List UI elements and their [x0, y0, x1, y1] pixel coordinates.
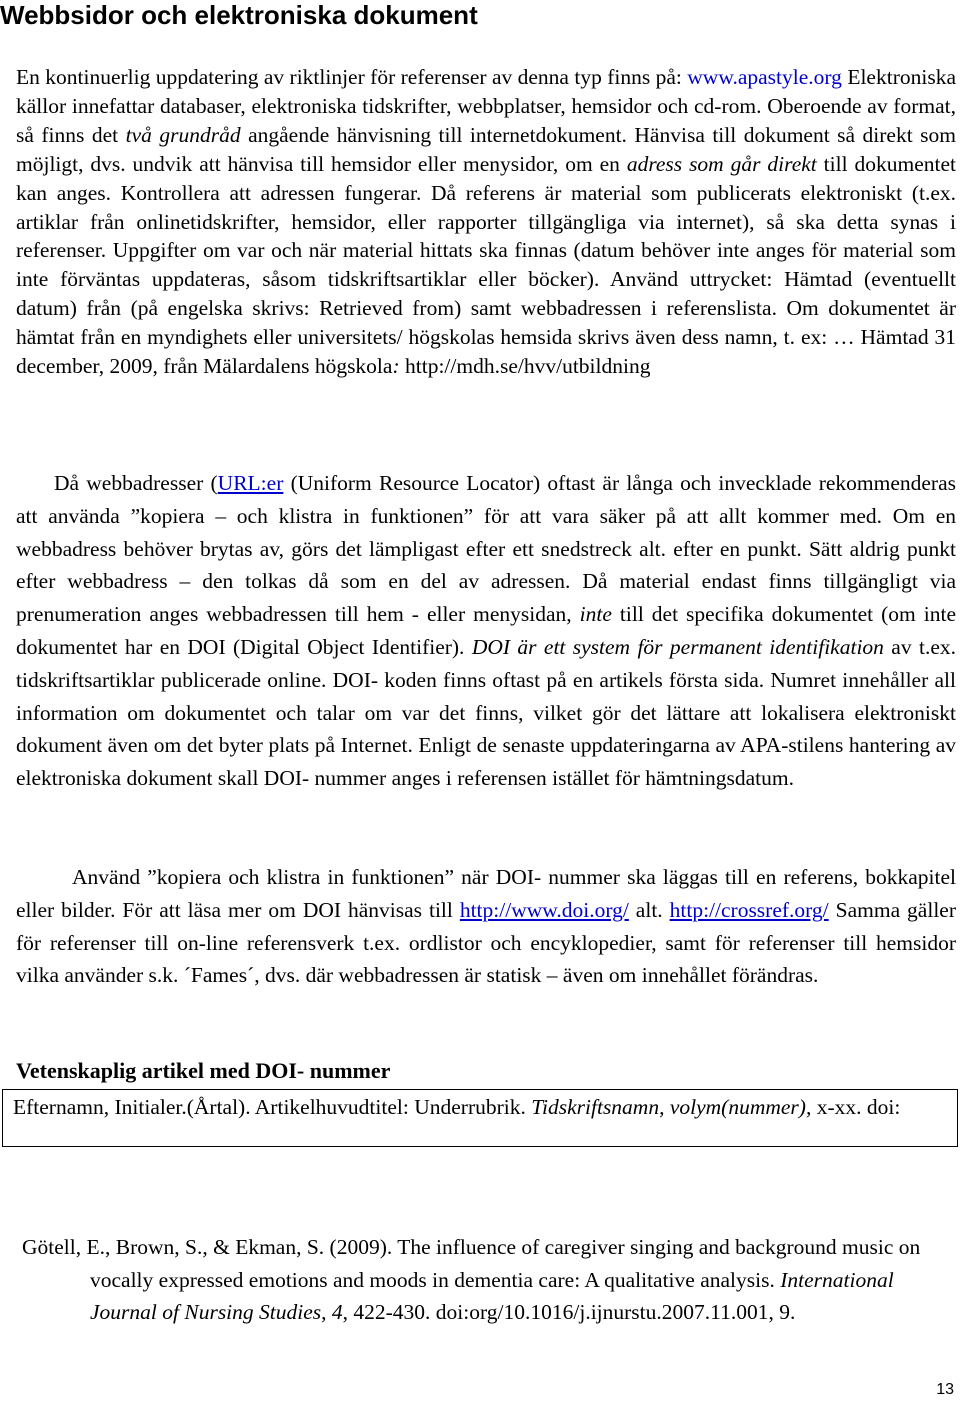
emphasis-text: Tidskriftsnamn, volym(nummer),	[531, 1095, 812, 1119]
reference-format-box	[2, 1089, 958, 1147]
reference-example	[22, 1231, 922, 1329]
paragraph-web-addresses	[16, 467, 956, 795]
emphasis-text: :	[392, 354, 400, 379]
emphasis-text: International Journal of Nursing Studies, 4	[90, 1267, 894, 1324]
emphasis-text: två grundråd	[125, 122, 241, 147]
text-run: (Uniform Resource Locator) oftast är långa och invecklade rekommenderas att använda ”kopiera – och klistra in funktionen” för att vara säker på att allt kommer med. Om en webbadress behöver brytas av, görs det lämpligast efter ett snedstreck alt. efter en punkt. Sätt aldrig punkt efter webbadress – den tolkas då som en del av adressen. Då material endast finns tillgängligt via prenumeration anges webbadressen till hem - eller menysidan,	[16, 471, 957, 627]
subheading-doi-article: Vetenskaplig artikel med DOI- nummer	[16, 1058, 391, 1083]
text-run: Då webbadresser (	[54, 471, 218, 495]
apastyle-link[interactable]: www.apastyle.org	[687, 65, 842, 89]
emphasis-text: inte	[579, 602, 612, 627]
text-run: Efternamn, Initialer.(Årtal). Artikelhuvudtitel: Underrubrik.	[13, 1095, 532, 1119]
text-run: , 422-430. doi:org/10.1016/j.ijnurstu.2007.11.001, 9.	[342, 1300, 796, 1324]
text-run: En kontinuerlig uppdatering av riktlinjer för referenser av denna typ finns på:	[16, 65, 688, 89]
crossref-link[interactable]: http://crossref.org/	[669, 897, 829, 922]
text-run: Elektroniska källor innefattar databaser, elektroniska tidskrifter, webbplatser, hemsidor och cd-rom. Oberoende av format, så finns det	[16, 65, 956, 147]
text-run: Götell, E., Brown, S., & Ekman, S. (2009). The influence of caregiver singing and background music on vocally expressed emotions and moods in dementia care: A qualitative analysis.	[22, 1235, 921, 1292]
text-run: http://mdh.se/hvv/utbildning	[399, 354, 651, 379]
text-run: x-xx. doi:	[811, 1095, 901, 1119]
text-run: av t.ex. tidskriftsartiklar publicerade online. DOI- koden finns oftast på en artikels första sida. Numret innehåller all information om dokumentet och talar om var det finns, vilket gör det lättare att lokalisera elektroniskt dokument även om det byter plats på Internet. Enligt de senaste uppdateringarna av APA-stilens hantering av elektroniska dokument skall DOI- nummer anges i referensen istället för hämtningsdatum.	[16, 634, 956, 791]
paragraph-doi-usage	[16, 861, 956, 992]
url-link[interactable]: URL:er	[217, 471, 284, 495]
emphasis-text: DOI är ett system för permanent identifikation	[471, 634, 884, 659]
text-run: Samma gäller för referenser till on-line referensverk t.ex. ordlistor och encyklopedier, samt för referenser till hemsidor vilka använder s.k. ´Fames´, dvs. där webbadressen är statisk – även om innehållet förändras.	[16, 897, 956, 988]
section-heading: Webbsidor och elektroniska dokument	[0, 0, 478, 30]
doi-link[interactable]: http://www.doi.org/	[459, 897, 629, 922]
text-run: alt.	[628, 897, 670, 922]
page-number: 13	[936, 1381, 954, 1398]
paragraph-electronic-sources	[16, 63, 956, 381]
emphasis-text: adress som går direkt	[626, 151, 817, 176]
text-run: angående hänvisning till internetdokument. Hänvisa till dokument så direkt som möjligt, dvs. undvik att hänvisa till hemsidor eller menysidor, om en	[16, 122, 957, 176]
text-run: till dokumentet kan anges. Kontrollera att adressen fungerar. Då referens är material som publicerats elektroniskt (t.ex. artiklar från onlinetidskrifter, hemsidor, eller rapporter tillgängliga via internet), så ska detta synas i referenser. Uppgifter om var och när material hittats ska finnas (datum behöver inte anges för material som inte förväntas uppdateras, såsom tidskriftsartiklar eller böcker). Använd uttrycket: Hämtad (eventuellt datum) från (på engelska skrivs: Retrieved from) samt webbadressen i referenslista. Om dokumentet är hämtat från en myndighets eller universitets/ högskolas hemsida skrivs även dess namn, t. ex: … Hämtad 31 december, 2009, från Mälardalens högskola	[16, 151, 956, 379]
text-run: Använd ”kopiera och klistra in funktionen” när DOI- nummer ska läggas till en referens, bokkapitel eller bilder. För att läsa mer om DOI hänvisas till	[16, 865, 956, 922]
text-run: till det specifika dokumentet (om inte dokumentet har en DOI (Digital Object Identifier).	[16, 602, 957, 659]
